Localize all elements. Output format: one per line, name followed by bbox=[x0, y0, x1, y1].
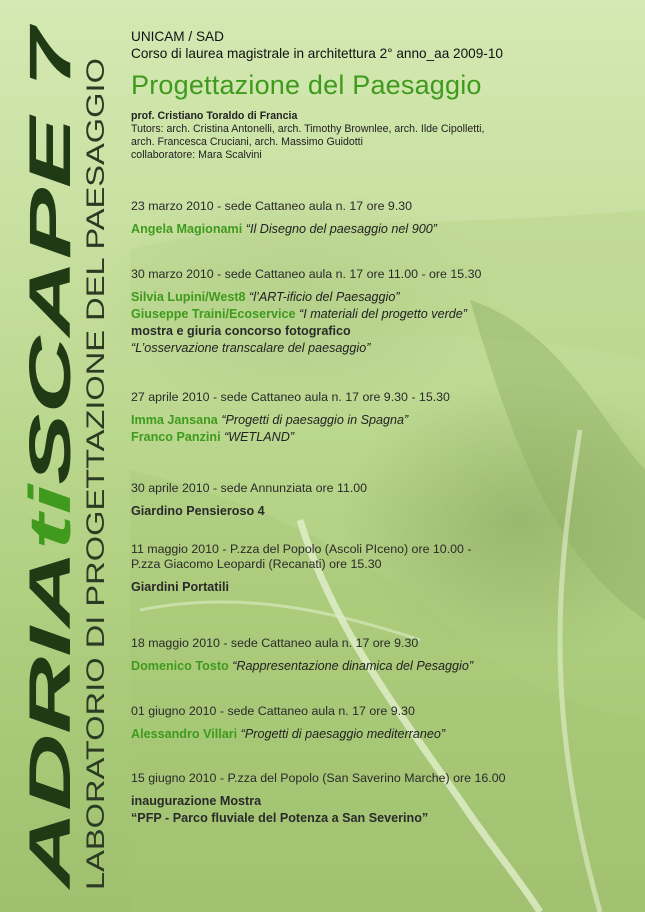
event-date: 11 maggio 2010 - P.zza del Popolo (Ascoli PIceno) ore 10.00 - bbox=[131, 542, 472, 556]
event-speaker: Alessandro Villari bbox=[131, 727, 238, 741]
credits bbox=[131, 110, 484, 162]
event-title: “l’ART-ificio del Paesaggio” bbox=[249, 290, 400, 304]
event-speaker: Silvia Lupini/West8 bbox=[131, 290, 246, 304]
event-title: “Progetti di paesaggio in Spagna” bbox=[221, 413, 409, 427]
event-subject: Giardino Pensieroso 4 bbox=[131, 504, 265, 518]
event-talk bbox=[131, 306, 481, 323]
event-item bbox=[131, 771, 506, 827]
event-date: 01 giugno 2010 - sede Cattaneo aula n. 17 ore 9.30 bbox=[131, 704, 415, 718]
event-speaker: Giuseppe Traini/Ecoservice bbox=[131, 307, 296, 321]
event-title: “Rappresentazione dinamica del Pesaggio” bbox=[232, 659, 474, 673]
event-talk bbox=[131, 429, 450, 446]
event-date: 30 aprile 2010 - sede Annunziata ore 11.00 bbox=[131, 481, 368, 495]
event-item bbox=[131, 542, 472, 596]
event-subject: Giardini Portatili bbox=[131, 580, 229, 594]
event-talk bbox=[131, 658, 473, 675]
event-subject: inaugurazione Mostra bbox=[131, 794, 262, 808]
tutors-line-2: arch. Francesca Cruciani, arch. Massimo Guidotti bbox=[131, 136, 363, 148]
brand-subtitle: LABORATORIO DI PROGETTAZIONE DEL PAESAGGIO bbox=[82, 252, 110, 890]
event-date: 30 marzo 2010 - sede Cattaneo aula n. 17 ore 11.00 - ore 15.30 bbox=[131, 267, 482, 281]
event-date: P.zza Giacomo Leopardi (Recanati) ore 15.30 bbox=[131, 557, 382, 571]
tutors-line-1: Tutors: arch. Cristina Antonelli, arch. Timothy Brownlee, arch. Ilde Cipolletti, bbox=[131, 123, 485, 135]
event-subject: “PFP - Parco fluviale del Potenza a San Severino” bbox=[131, 811, 429, 825]
collaborator: collaboratore: Mara Scalvini bbox=[131, 149, 262, 161]
event-speaker: Domenico Tosto bbox=[131, 659, 229, 673]
event-date: 27 aprile 2010 - sede Cattaneo aula n. 17 ore 9.30 - 15.30 bbox=[131, 390, 450, 404]
event-note: mostra e giuria concorso fotografico bbox=[131, 324, 351, 338]
event-title: “Progetti di paesaggio mediterraneo” bbox=[240, 727, 446, 741]
event-talk bbox=[131, 412, 450, 429]
event-date: 18 maggio 2010 - sede Cattaneo aula n. 17 ore 9.30 bbox=[131, 636, 419, 650]
event-item bbox=[131, 199, 437, 238]
event-talk bbox=[131, 289, 481, 306]
event-talk bbox=[131, 221, 437, 238]
event-date: 23 marzo 2010 - sede Cattaneo aula n. 17 ore 9.30 bbox=[131, 199, 413, 213]
event-talk bbox=[131, 726, 445, 743]
page-title: Progettazione del Paesaggio bbox=[131, 70, 482, 100]
event-item bbox=[131, 267, 481, 357]
event-item bbox=[131, 390, 450, 446]
professor: prof. Cristiano Toraldo di Francia bbox=[131, 110, 298, 122]
event-title: “I materiali del progetto verde” bbox=[299, 307, 467, 321]
event-speaker: Angela Magionami bbox=[131, 222, 243, 236]
event-item bbox=[131, 481, 367, 520]
event-title: “Il Disegno del paesaggio nel 900” bbox=[245, 222, 437, 236]
event-item bbox=[131, 636, 473, 675]
event-title: “WETLAND” bbox=[224, 430, 295, 444]
sidebar-brand bbox=[0, 0, 130, 912]
brand-title: ADRIAtiSCAPE 7 bbox=[18, 236, 83, 888]
event-item bbox=[131, 704, 445, 743]
course-line: Corso di laurea magistrale in architettura 2° anno_aa 2009-10 bbox=[131, 46, 503, 61]
event-speaker: Imma Jansana bbox=[131, 413, 218, 427]
institution: UNICAM / SAD bbox=[131, 29, 224, 44]
event-date: 15 giugno 2010 - P.zza del Popolo (San Saverino Marche) ore 16.00 bbox=[131, 771, 506, 785]
event-note-title: “L’osservazione transcalare del paesaggio” bbox=[131, 341, 371, 355]
event-speaker: Franco Panzini bbox=[131, 430, 221, 444]
